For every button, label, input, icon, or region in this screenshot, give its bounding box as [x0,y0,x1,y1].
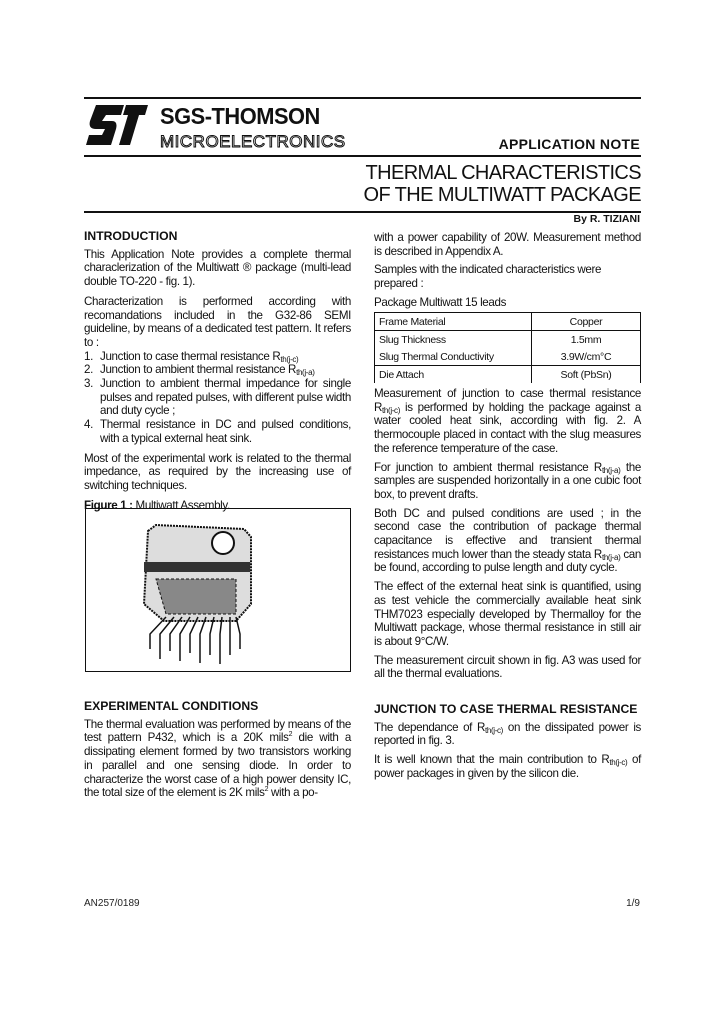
superscript: 2 [264,786,269,794]
intro-section [84,230,351,512]
experimental-paragraph [84,718,351,800]
paragraph [374,721,641,748]
multiwatt-package-image [86,509,350,671]
experimental-section [84,700,351,800]
text: Measurement of junction to case thermal resistance R [374,387,641,414]
subscript: th(j-a) [601,552,621,562]
table-cell: Soft (PbSn) [532,366,641,384]
list-number: 3. [84,377,93,391]
subscript: th(j-c) [382,405,401,415]
list-number: 1. [84,349,93,363]
intro-paragraph: Characterization is performed according with recomandations included in the G32-86 SEMI guideline, by means of a dedicated test pattern. It refers to : [84,294,351,349]
sample-characteristics-table [374,312,641,383]
right-column-body [374,387,641,781]
paragraph: The effect of the external heat sink is quantified, using as test vehicle the commercially available heat sink THM7023 especially developed by Thermalloy for the Multiwatt package, whose thermal resistance in still air is about 9°C/W. [374,580,641,648]
text: the samples are suspended horizontally in a one cubic foot box, to prevent drafts. [374,460,641,501]
title-line-2: OF THE MULTIWATT PACKAGE [363,184,641,206]
list-item [84,350,351,364]
samples-paragraph: Samples with the indicated characteristics were prepared : [374,263,602,291]
list-number: 2. [84,363,93,377]
text: Both DC and pulsed conditions are used ; in the second case the contribution of package thermal capacitance is effective and transient thermal resistances much lower than the steady stata R [374,506,641,561]
intro-heading: INTRODUCTION [84,229,178,243]
table-row [375,313,641,331]
top-rule [84,97,641,99]
list-item [84,377,351,418]
figure-label: Figure 1 : [84,498,133,512]
junction-case-heading: JUNCTION TO CASE THERMAL RESISTANCE [374,702,638,717]
page-title [364,162,641,206]
title-line-1: THERMAL CHARACTERISTICS [365,162,641,184]
experimental-paragraph-continued: with a power capability of 20W. Measurement method is described in Appendix A. [374,231,641,258]
paragraph [374,461,641,502]
figure-caption-text: Multiwatt Assembly. [132,498,230,512]
intro-paragraph: This Application Note provides a complete thermal characlerization of the Multiwatt ® package (multi-lead double TO-220 - fig. 1). [84,247,351,289]
right-column [374,231,641,310]
page-number: 1/9 [626,898,640,909]
list-item [84,363,351,377]
header-rule [84,155,641,157]
list-text: Junction to ambient thermal impedance for single pulses and repated pulses, with different pulse width and duty cycle ; [100,377,351,418]
subscript: th(j-c) [484,725,503,735]
text: of power packages in given by the silicon die. [374,753,641,780]
text: is performed by holding the package against a water cooled heat sink, according with fig. 2. A thermocouple placed in contact with the slug measures the reference temperature of the case. [374,400,641,455]
brand-subtitle: MICROELECTRONICS [160,132,346,151]
intro-paragraph: Most of the experimental work is related to the thermal impedance, as required by the increasing use of switching techniques. [84,451,351,492]
text: It is well known that the main contribution to R [374,753,610,767]
package-label: Package Multiwatt 15 leads [374,295,507,309]
doc-type: APPLICATION NOTE [498,136,640,152]
paragraph [374,387,641,456]
list-number: 4. [84,418,93,432]
subscript: th(j-a) [296,368,315,378]
list-text [100,350,351,364]
table-cell: Copper [532,313,641,331]
brand-name: SGS-THOMSON [160,103,320,129]
subscript: th(j-c) [280,354,299,364]
table-cell: Frame Material [375,313,532,331]
table-row [375,331,641,349]
superscript: 2 [288,731,293,739]
paragraph: The measurement circuit shown in fig. A3 was used for all the thermal evaluations. [374,653,641,681]
text: with a po- [268,786,318,800]
text: For junction to ambient thermal resistance R [374,460,602,474]
table-cell: 3.9W/cm°C [532,348,641,366]
table-cell: Die Attach [375,366,532,384]
list-item [84,418,351,445]
text: on the dissipated power is reported in fig. 3. [374,720,641,748]
list-text: Junction to ambient thermal resistance R [100,363,297,377]
table-row [375,348,641,366]
table-cell: Slug Thermal Conductivity [375,348,532,366]
subscript: th(j-c) [609,758,628,768]
list-text [100,363,351,377]
subscript: th(j-a) [601,465,621,475]
paragraph [374,753,641,780]
list-text: Junction to case thermal resistance R [100,349,281,363]
author: By R. TIZIANI [573,213,640,225]
list-text: Thermal resistance in DC and pulsed conditions, with a typical external heat sink. [100,418,351,445]
table-cell: Slug Thickness [375,331,532,349]
experimental-heading: EXPERIMENTAL CONDITIONS [84,699,259,713]
text: can be found, according to pulse length and duty cycle. [374,547,641,575]
text: The thermal evaluation was performed by means of the test pattern P432, which is a 20K mils [84,717,351,745]
text: The dependance of R [374,720,485,734]
table-row [375,366,641,384]
text: die with a dissipating element formed by two transistors working in parallel and one sensing diode. In order to characterize the worst case of a high power density IC, the total size of the element is 2K mils [84,731,351,800]
title-rule [84,211,641,213]
figure-multiwatt-assembly [85,508,351,672]
document-code: AN257/0189 [84,898,140,909]
st-logo-icon [84,103,150,149]
paragraph [374,507,641,576]
table-cell: 1.5mm [532,331,641,349]
